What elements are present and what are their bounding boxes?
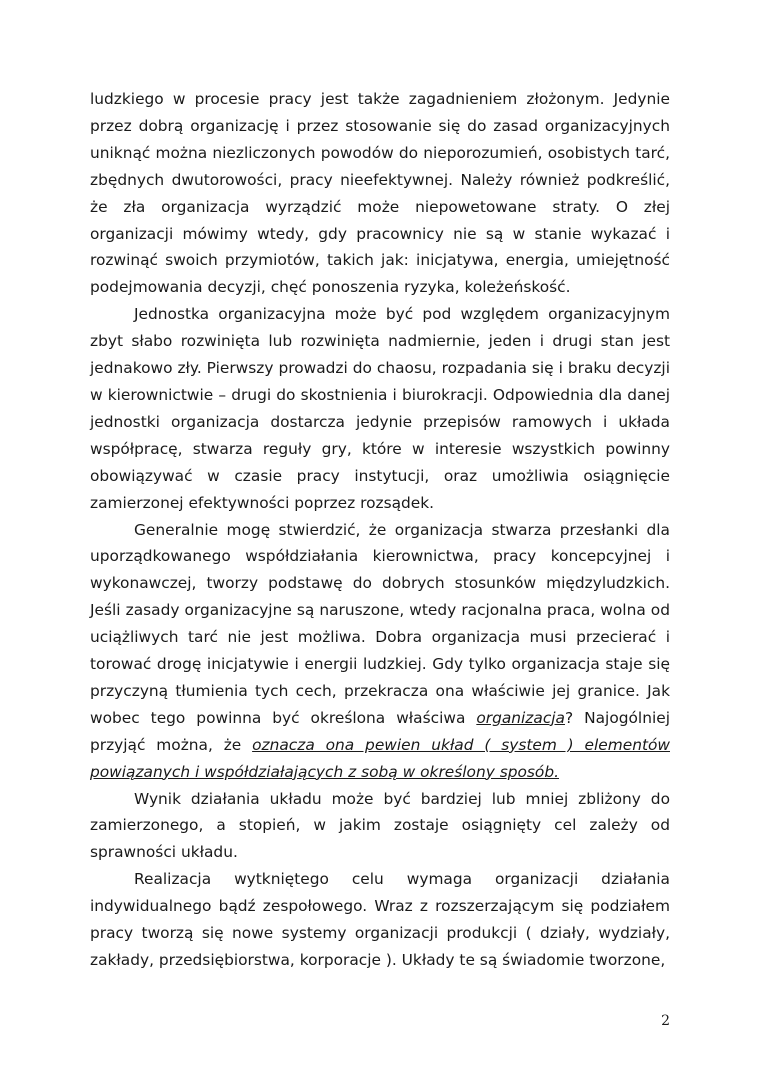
paragraph-3-part-1: Generalnie mogę stwierdzić, że organizacja stwarza przesłanki dla uporządkowanego współdziałania kierownictwa, pracy koncepcyjnej i wykonawczej, tworzy podstawę do dobrych stosunków międzyludzkich. Jeśli zasady organizacyjne są naruszone, wtedy racjonalna praca, wolna od uciążliwych tarć nie jest możliwa. Dobra organizacja musi przecierać i torować drogę inicjatywie i energii ludzkiej. Gdy tylko organizacja staje się przyczyną tłumienia tych cech, przekracza ona właściwie jej granice. Jak wobec tego powinna być określona właściwa [90,520,670,727]
paragraph-3-part-2: ? Najogólniej przyjąć można, że [90,708,670,754]
paragraph-1: ludzkiego w procesie pracy jest także zagadnieniem złożonym. Jedynie przez dobrą organizację i przez stosowanie się do zasad organizacyjnych uniknąć można niezliczonych powodów do nieporozumień, osobistych tarć, zbędnych dwutorowości, pracy nieefektywnej. Należy również podkreślić, że zła organizacja wyrządzić może niepowetowane straty. O złej organizacji mówimy wtedy, gdy pracownicy nie są w stanie wykazać i rozwinąć swoich przymiotów, takich jak: inicjatywa, energia, umiejętność podejmowania decyzji, chęć ponoszenia ryzyka, koleżeńskość. [90,90,670,297]
paragraph-3 [90,517,670,786]
paragraph-2: Jednostka organizacyjna może być pod względem organizacyjnym zbyt słabo rozwinięta lub rozwinięta nadmiernie, jeden i drugi stan jest jednakowo zły. Pierwszy prowadzi do chaosu, rozpadania się i braku decyzji w kierownictwie – drugi do skostnienia i biurokracji. Odpowiednia dla danej jednostki organizacja dostarcza jedynie przepisów ramowych i układa współpracę, stwarza reguły gry, które w interesie wszystkich powinny obowiązywać w czasie pracy instytucji, oraz umożliwia osiągnięcie zamierzonej efektywności poprzez rozsądek. [90,305,670,512]
term-organizacja: organizacja [476,708,565,727]
definition-text: oznacza ona pewien układ ( system ) elementów powiązanych i współdziałających z sobą w określony sposób. [90,735,670,781]
page-number: 2 [661,1013,670,1029]
paragraph-5: Realizacja wytkniętego celu wymaga organizacji działania indywidualnego bądź zespołowego. Wraz z rozszerzającym się podziałem pracy tworzą się nowe systemy organizacji produkcji ( działy, wydziały, zakłady, przedsiębiorstwa, korporacje ). Układy te są świadomie tworzone, [90,870,670,969]
document-page [90,86,670,974]
paragraph-4: Wynik działania układu może być bardziej lub mniej zbliżony do zamierzonego, a stopień, w jakim zostaje osiągnięty cel zależy od sprawności układu. [90,789,670,862]
